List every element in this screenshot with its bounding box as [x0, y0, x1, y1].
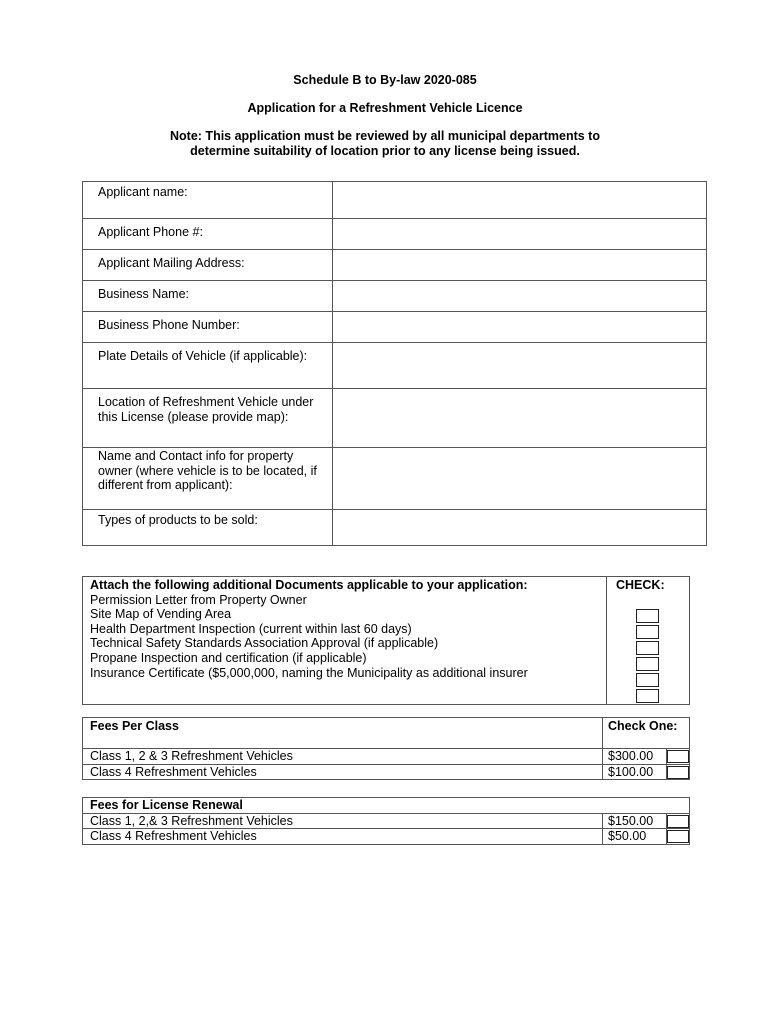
fee-amount: $100.00 — [603, 764, 667, 780]
field-label-applicant-phone: Applicant Phone #: — [83, 219, 333, 250]
document-item: Site Map of Vending Area — [90, 607, 232, 622]
field-label-location: Location of Refreshment Vehicle under this License (please provide map): — [83, 389, 333, 448]
renewal-amount: $150.00 — [603, 813, 667, 829]
tssa-approval-checkbox[interactable] — [636, 657, 659, 671]
documents-table — [82, 576, 690, 705]
renewal-heading: Fees for License Renewal — [83, 798, 690, 814]
permission-letter-checkbox[interactable] — [636, 609, 659, 623]
table-row — [83, 718, 690, 749]
class-1-3-fee-checkbox[interactable] — [667, 750, 689, 763]
table-row — [83, 764, 690, 780]
health-inspection-checkbox[interactable] — [636, 641, 659, 655]
field-label-business-name: Business Name: — [83, 281, 333, 312]
field-label-applicant-name: Applicant name: — [83, 182, 333, 219]
class-4-fee-checkbox[interactable] — [667, 766, 689, 779]
plate-details-field[interactable] — [333, 343, 707, 389]
review-note — [0, 129, 770, 159]
document-item: Permission Letter from Property Owner — [90, 592, 307, 607]
document-item: Propane Inspection and certification (if applicable) — [90, 650, 367, 665]
table-row — [83, 829, 690, 845]
field-label-products: Types of products to be sold: — [83, 510, 333, 546]
propane-inspection-checkbox[interactable] — [636, 673, 659, 687]
products-field[interactable] — [333, 510, 707, 546]
mailing-address-field[interactable] — [333, 250, 707, 281]
field-label-mailing-address: Applicant Mailing Address: — [83, 250, 333, 281]
applicant-name-field[interactable] — [333, 182, 707, 219]
table-row — [83, 182, 707, 219]
table-row — [83, 798, 690, 814]
applicant-info-table — [82, 181, 707, 546]
note-line-2: determine suitability of location prior to any license being issued. — [190, 144, 580, 158]
field-label-business-phone: Business Phone Number: — [83, 312, 333, 343]
document-item: Health Department Inspection (current within last 60 days) — [90, 621, 412, 636]
renewal-class-label: Class 4 Refreshment Vehicles — [83, 829, 603, 845]
field-label-property-owner: Name and Contact info for property owner (where vehicle is to be located, if different from applicant): — [83, 448, 333, 510]
applicant-phone-field[interactable] — [333, 219, 707, 250]
table-row — [83, 448, 707, 510]
document-item: Insurance Certificate ($5,000,000, naming the Municipality as additional insurer — [90, 665, 528, 680]
check-header: CHECK: — [616, 578, 665, 592]
table-row — [83, 219, 707, 250]
table-row — [83, 389, 707, 448]
property-owner-field[interactable] — [333, 448, 707, 510]
business-name-field[interactable] — [333, 281, 707, 312]
business-phone-field[interactable] — [333, 312, 707, 343]
fee-class-label: Class 1, 2 & 3 Refreshment Vehicles — [83, 749, 603, 765]
table-row — [83, 250, 707, 281]
renewal-class-label: Class 1, 2,& 3 Refreshment Vehicles — [83, 813, 603, 829]
renewal-class-1-3-checkbox[interactable] — [667, 815, 689, 828]
schedule-title: Schedule B to By-law 2020-085 — [293, 73, 477, 87]
table-row — [83, 343, 707, 389]
fee-class-label: Class 4 Refreshment Vehicles — [83, 764, 603, 780]
table-row — [83, 749, 690, 765]
insurance-certificate-checkbox[interactable] — [636, 689, 659, 703]
note-line-1: Note: This application must be reviewed by all municipal departments to — [170, 129, 600, 143]
fees-heading: Fees Per Class — [83, 718, 603, 749]
table-row — [83, 312, 707, 343]
location-field[interactable] — [333, 389, 707, 448]
renewal-fees-table — [82, 797, 690, 845]
renewal-class-4-checkbox[interactable] — [667, 830, 689, 843]
form-title: Application for a Refreshment Vehicle Licence — [247, 101, 523, 115]
site-map-checkbox[interactable] — [636, 625, 659, 639]
table-row — [83, 577, 690, 705]
fees-per-class-table — [82, 717, 690, 780]
documents-heading: Attach the following additional Documents applicable to your application: — [90, 578, 528, 592]
check-one-header: Check One: — [603, 718, 690, 749]
table-row — [83, 281, 707, 312]
document-item: Technical Safety Standards Association Approval (if applicable) — [90, 636, 439, 651]
fee-amount: $300.00 — [603, 749, 667, 765]
table-row — [83, 510, 707, 546]
field-label-plate-details: Plate Details of Vehicle (if applicable): — [83, 343, 333, 389]
renewal-amount: $50.00 — [603, 829, 667, 845]
table-row — [83, 813, 690, 829]
